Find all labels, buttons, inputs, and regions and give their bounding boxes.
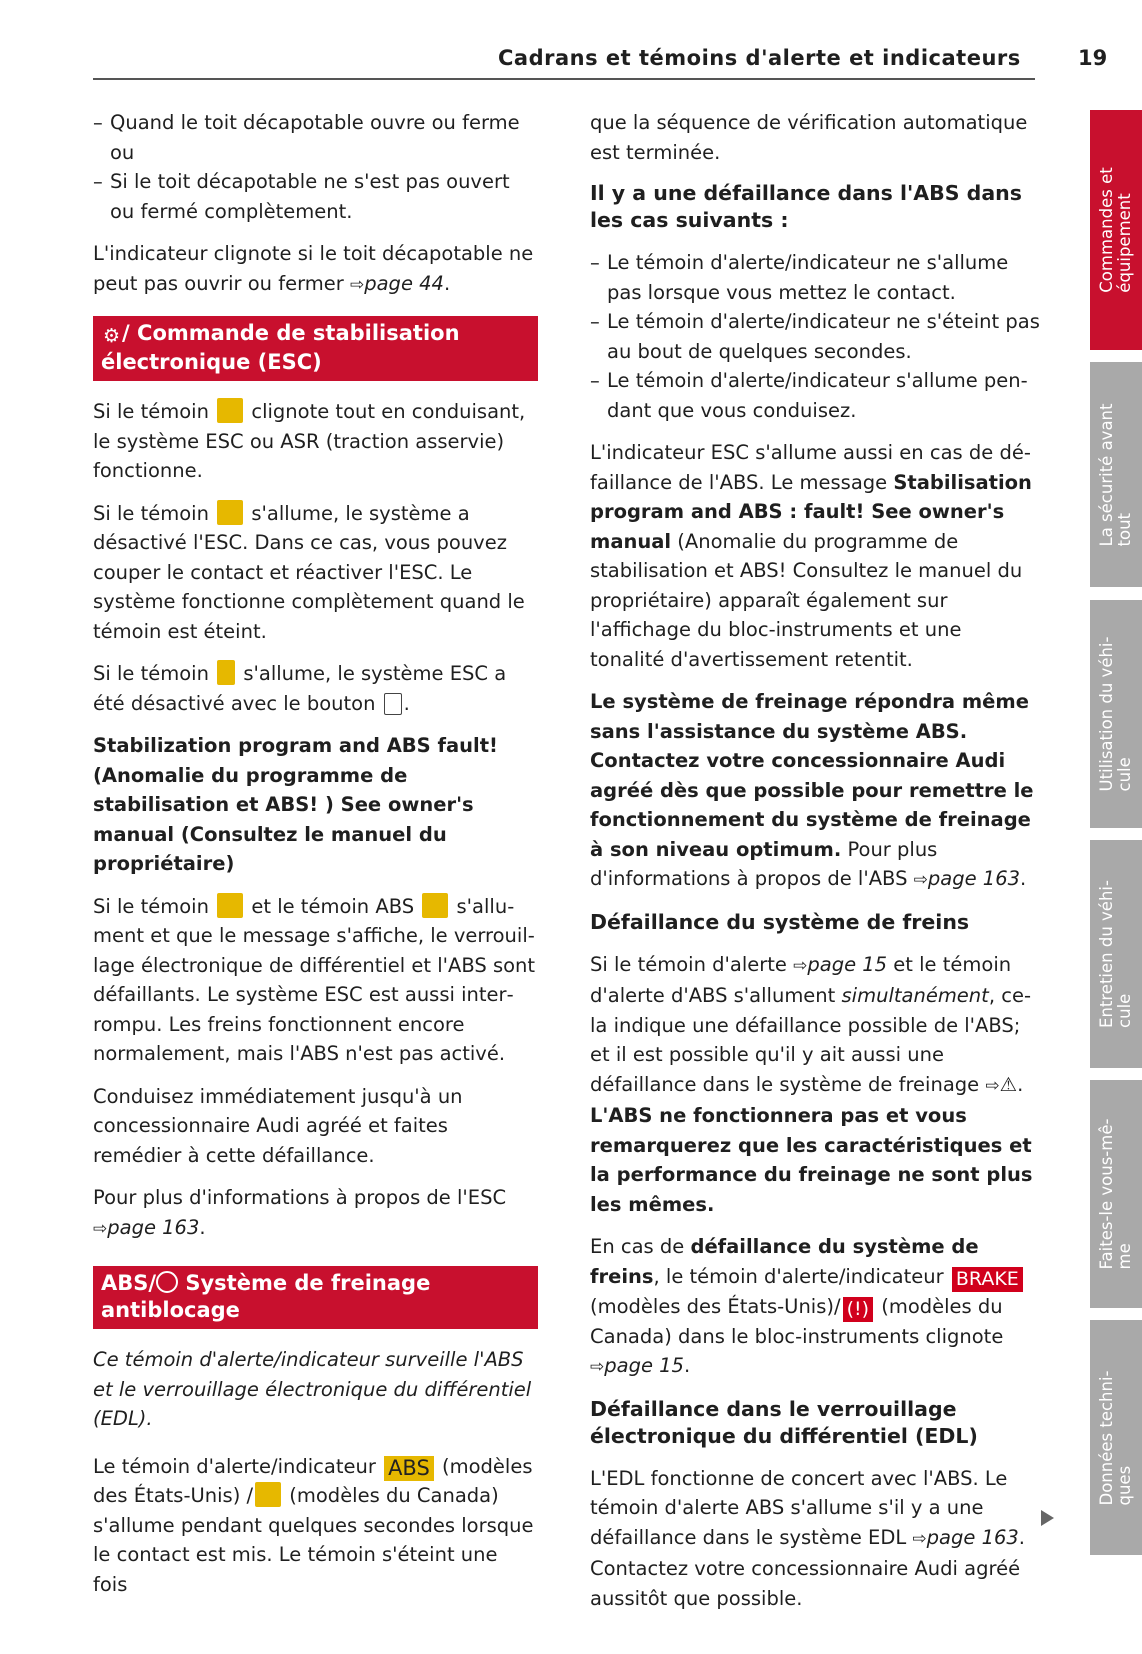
right-column: [590, 108, 1040, 1626]
arrow-icon: ⇨: [349, 274, 365, 295]
paragraph: Si le témoin clignote tout en conduisant, le système ESC ou ASR (traction asservie) fonctionne.: [93, 400, 526, 482]
arrow-icon: ⇨: [912, 1528, 927, 1549]
arrow-icon: ⇨: [913, 870, 928, 890]
section-heading-esc: ⚙/ Commande de stabilisation électronique (ESC): [93, 316, 538, 381]
paragraph: L'EDL fonctionne de concert avec l'ABS. Le témoin d'alerte ABS s'allume s'il y a une défaillance dans le système EDL ⇨page 163. Contactez votre concessionnaire Audi agréé aussitôt que possible.: [590, 1466, 1025, 1610]
abs-indicator-icon: [422, 893, 448, 918]
list-item: – Le témoin d'alerte/indicateur ne s'éteint pas au bout de quelques secondes.: [590, 310, 1040, 363]
esc-indicator-icon: [217, 500, 243, 525]
tab-commandes-equipement[interactable]: Commandes et équipement: [1090, 110, 1142, 350]
bold-paragraph: Stabilization program and ABS fault! (Anomalie du programme de stabilisation et ABS! ) See owner's manual (Consultez le manuel du propriétaire): [93, 734, 498, 875]
esc-off-indicator-icon: [217, 660, 235, 685]
page-link[interactable]: page 163: [926, 1525, 1019, 1549]
page-link[interactable]: page 163: [927, 867, 1021, 890]
tab-donnees-techniques[interactable]: Données techni- ques: [1090, 1320, 1142, 1555]
list-item: – Le témoin d'alerte/indicateur ne s'allume pas lorsque vous mettez le contact.: [590, 251, 1009, 304]
page-number: 19: [1078, 46, 1108, 70]
subheading-edl-failure: Défaillance dans le verrouillage électronique du différentiel (EDL): [590, 1396, 978, 1448]
paragraph: Conduisez immédiatement jusqu'à un concessionnaire Audi agréé et faites remédier à cette défaillance.: [93, 1084, 463, 1167]
tab-utilisation[interactable]: Utilisation du véhi- cule: [1090, 600, 1142, 828]
next-page-arrow-icon[interactable]: [1041, 1510, 1054, 1526]
list-item: – Si le toit décapotable ne s'est pas ouvert ou fermé complètement.: [93, 170, 510, 223]
paragraph: Pour plus d'informations à propos de l'ESC ⇨page 163.: [93, 1186, 507, 1239]
esc-button-icon: [384, 693, 402, 715]
list-item: – Le témoin d'alerte/indicateur s'allume pendant que vous conduisez.: [590, 369, 1028, 422]
intro-italic: Ce témoin d'alerte/indicateur surveille l'ABS et le verrouillage électronique du différentiel (EDL).: [93, 1348, 532, 1430]
brake-canada-indicator-icon: (!): [843, 1297, 873, 1322]
esc-indicator-icon: [217, 398, 243, 423]
paragraph: En cas de défaillance du système de freins, le témoin d'alerte/indicateur BRAKE (modèles des États-Unis)/ (!) (modèles du Canada) dans le bloc-instruments clignote ⇨page 15.: [590, 1232, 1040, 1383]
list-item: – Quand le toit décapotable ouvre ou ferme ou: [93, 111, 520, 164]
page-link[interactable]: page 163: [107, 1215, 200, 1239]
arrow-icon: ⇨: [985, 1075, 1000, 1096]
subheading-abs-failure: Il y a une défaillance dans l'ABS dans les cas suivants :: [590, 181, 1022, 232]
subheading-brake-failure: Défaillance du système de freins: [590, 909, 970, 934]
paragraph: L'indicateur ESC s'allume aussi en cas de défaillance de l'ABS. Le message Stabilisation program and ABS : fault! See owner's manual (Anomalie du programme de stabilisation et ABS! Consultez le manuel du propriétaire) apparaît également sur l'affichage du bloc-instruments et une tonalité d'avertissement retentit.: [590, 441, 1032, 671]
paragraph: Si le témoin d'alerte ⇨page 15 et le témoin d'alerte d'ABS s'allument simultanément, cela indique une défaillance possible de l'ABS; et il est possible qu'il y ait aussi une défaillance dans le système de freinage ⇨⚠. L'ABS ne fonctionnera pas et vous remarquerez que les caractéristiques et la performance du freinage ne sont plus les mêmes.: [590, 952, 1033, 1216]
abs-circle-icon: [156, 1271, 178, 1293]
section-heading-abs: ABS/ Système de freinage antiblocage: [93, 1266, 538, 1329]
paragraph: Le témoin d'alerte/indicateur ABS (modèles des États-Unis) / (modèles du Canada) s'allume pendant quelques secondes lorsque le contact est mis. Le témoin s'éteint une fois: [93, 1454, 534, 1596]
paragraph: que la séquence de vérification automatique est terminée.: [590, 111, 1028, 164]
paragraph: Si le témoin s'allume, le système ESC a été désactivé avec le bouton .: [93, 662, 507, 715]
header-rule: [93, 78, 1035, 80]
page-header-title: Cadrans et témoins d'alerte et indicateurs: [498, 46, 1021, 70]
esc-indicator-icon: [217, 893, 243, 918]
tab-securite[interactable]: La sécurité avant tout: [1090, 362, 1142, 587]
arrow-icon: ⇨: [590, 1357, 605, 1377]
esc-warning-icon: ⚙: [103, 325, 121, 347]
page-link[interactable]: page 44: [364, 271, 444, 295]
abs-us-indicator: ABS: [384, 1456, 434, 1481]
left-column: [93, 108, 538, 1612]
paragraph: L'indicateur clignote si le toit décapotable ne peut pas ouvrir ou fermer ⇨page 44.: [93, 242, 534, 295]
brake-indicator-icon: BRAKE: [952, 1267, 1023, 1292]
arrow-icon: ⇨: [793, 955, 808, 976]
arrow-icon: ⇨: [93, 1218, 108, 1239]
tab-faites-le-vous-meme[interactable]: Faites-le vous-mê- me: [1090, 1080, 1142, 1308]
warning-triangle-icon[interactable]: ⚠: [999, 1072, 1018, 1096]
page-link[interactable]: page 15: [807, 952, 888, 976]
abs-canada-indicator: [255, 1482, 281, 1507]
paragraph: Le système de freinage répondra même sans l'assistance du système ABS. Contactez votre concessionnaire Audi agréé dès que possible pour remettre le fonctionnement du système de freinage à son niveau optimum. Pour plus d'informations à propos de l'ABS ⇨page 163.: [590, 690, 1034, 890]
paragraph: Si le témoin s'allume, le système a désactivé l'ESC. Dans ce cas, vous pouvez couper le contact et réactiver l'ESC. Le système fonctionne complètement quand le témoin est éteint.: [93, 501, 525, 643]
page-link[interactable]: page 15: [604, 1354, 684, 1377]
tab-entretien[interactable]: Entretien du véhi- cule: [1090, 840, 1142, 1068]
paragraph: Si le témoin et le témoin ABS s'allument et que le message s'affiche, le verrouillage électronique de différentiel et l'ABS sont défaillants. Le système ESC est aussi interrompu. Les freins fonctionnent encore normalement, mais l'ABS n'est pas activé.: [93, 894, 536, 1065]
